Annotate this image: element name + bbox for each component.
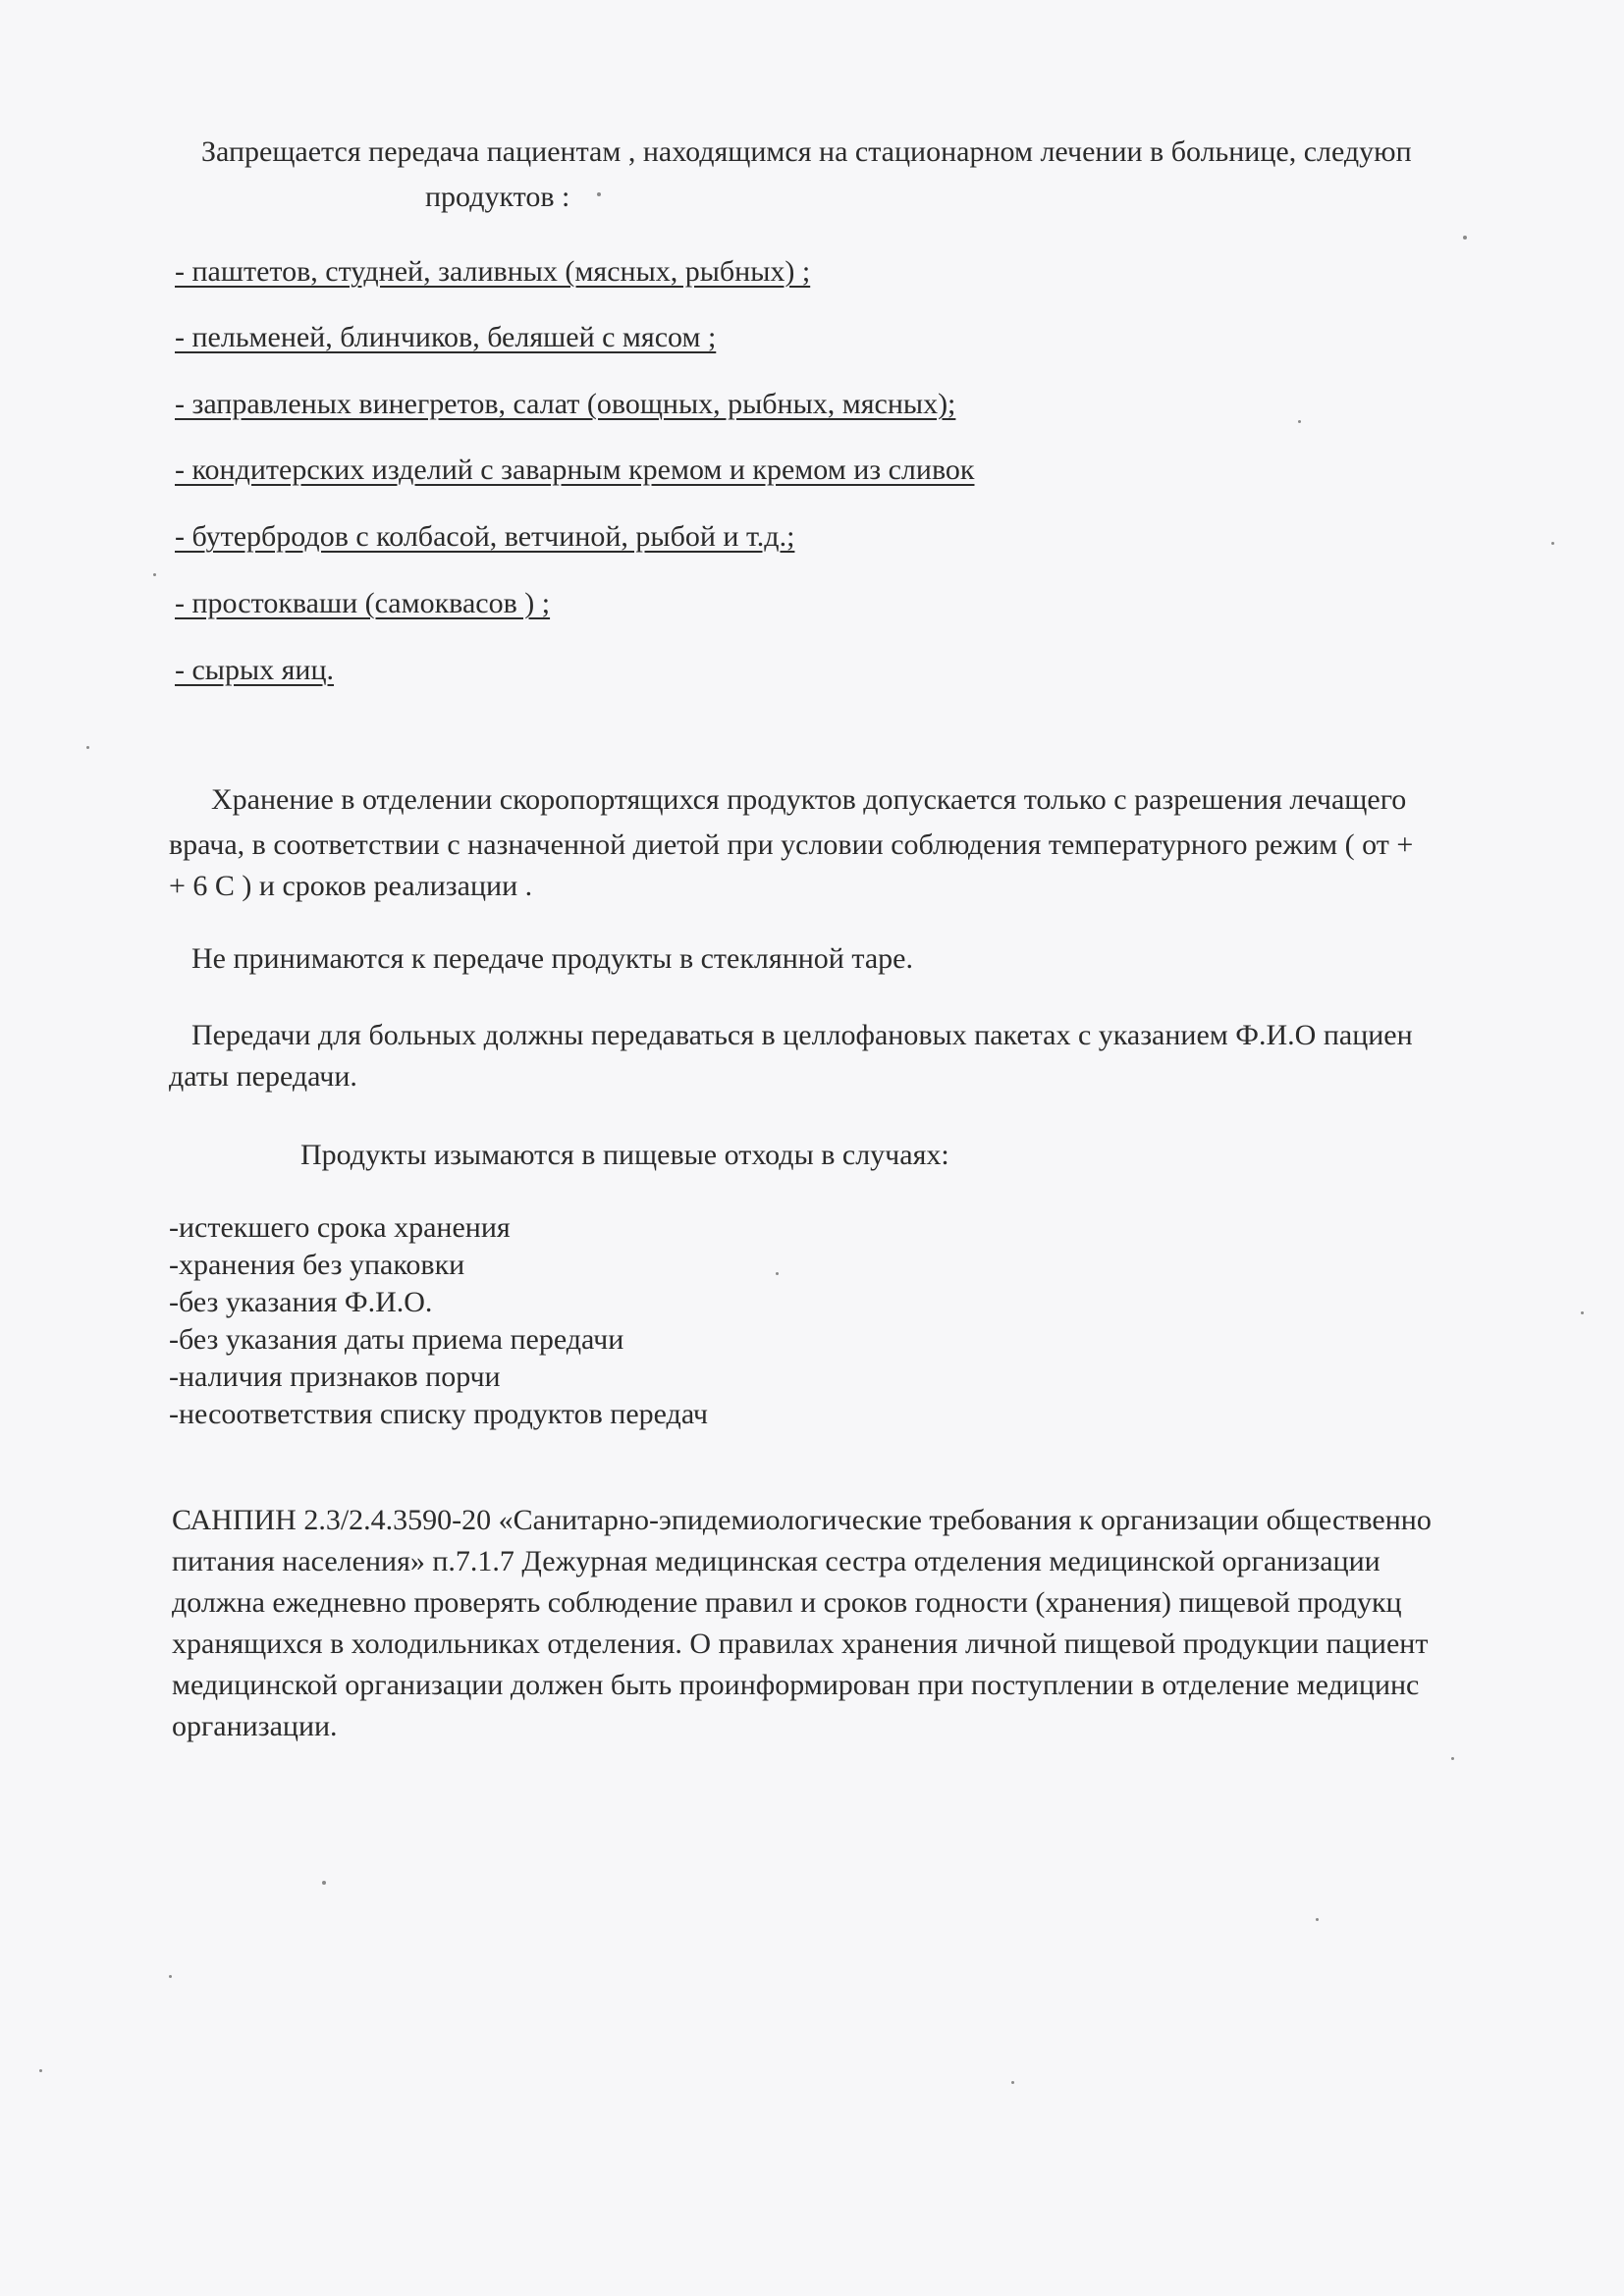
scan-speck	[1463, 236, 1467, 240]
scan-speck	[1011, 2081, 1014, 2084]
scan-speck	[1551, 542, 1554, 545]
removal-heading: Продукты изымаются в пищевые отходы в случаях:	[300, 1139, 949, 1171]
forbidden-item: - заправленых винегретов, салат (овощных, рыбных, мясных);	[175, 388, 956, 420]
scan-speck	[86, 746, 89, 749]
removal-item: -без указания даты приема передачи	[169, 1323, 624, 1356]
forbidden-item: - бутербродов с колбасой, ветчиной, рыбой и т.д.;	[175, 520, 795, 553]
removal-item: -наличия признаков порчи	[169, 1361, 501, 1393]
forbidden-item: - сырых яиц.	[175, 654, 335, 686]
header-line-1: Запрещается передача пациентам , находящимся на стационарном лечении в больнице, следуюп	[201, 135, 1412, 168]
sanpin-line: САНПИН 2.3/2.4.3590-20 «Санитарно-эпидемиологические требования к организации общественно	[172, 1504, 1432, 1536]
scan-speck	[1581, 1311, 1584, 1314]
scan-speck	[322, 1881, 326, 1885]
scan-speck	[39, 2069, 42, 2072]
forbidden-item: - пельменей, блинчиков, беляшей с мясом ;	[175, 321, 717, 353]
scan-speck	[169, 1975, 172, 1978]
removal-item: -несоответствия списку продуктов передач	[169, 1398, 709, 1430]
sanpin-line: питания населения» п.7.1.7 Дежурная медицинская сестра отделения медицинской организации	[172, 1545, 1380, 1577]
removal-item: -хранения без упаковки	[169, 1249, 465, 1281]
sanpin-line: должна ежедневно проверять соблюдение правил и сроков годности (хранения) пищевой продукц	[172, 1586, 1402, 1619]
forbidden-item: - простокваши (самоквасов ) ;	[175, 587, 551, 619]
storage-line-3: + 6 С ) и сроков реализации .	[169, 870, 533, 902]
packages-line-1: Передачи для больных должны передаваться в целлофановых пакетах с указанием Ф.И.О пациен	[191, 1019, 1413, 1051]
scan-speck	[1451, 1757, 1454, 1760]
storage-line-2: врача, в соответствии с назначенной диетой при условии соблюдения температурного режим ( от +	[169, 828, 1414, 861]
scan-speck	[1316, 1918, 1319, 1921]
sanpin-line: медицинской организации должен быть проинформирован при поступлении в отделение медицинс	[172, 1669, 1420, 1701]
forbidden-item: - паштетов, студней, заливных (мясных, рыбных) ;	[175, 255, 811, 288]
header-line-2: продуктов :	[425, 181, 570, 213]
storage-line-1: Хранение в отделении скоропортящихся продуктов допускается только с разрешения лечащего	[211, 783, 1407, 816]
sanpin-line: хранящихся в холодильниках отделения. О правилах хранения личной пищевой продукции пациент	[172, 1628, 1429, 1660]
packages-line-2: даты передачи.	[169, 1060, 357, 1093]
glass-rule: Не принимаются к передаче продукты в стеклянной таре.	[191, 942, 913, 975]
scan-speck	[153, 573, 156, 576]
scan-speck	[776, 1272, 779, 1275]
forbidden-item: - кондитерских изделий с заварным кремом и кремом из сливок	[175, 454, 975, 486]
scan-speck	[597, 192, 601, 196]
removal-item: -истекшего срока хранения	[169, 1211, 511, 1244]
removal-item: -без указания Ф.И.О.	[169, 1286, 433, 1318]
scan-speck	[1298, 420, 1301, 423]
sanpin-line: организации.	[172, 1710, 338, 1742]
